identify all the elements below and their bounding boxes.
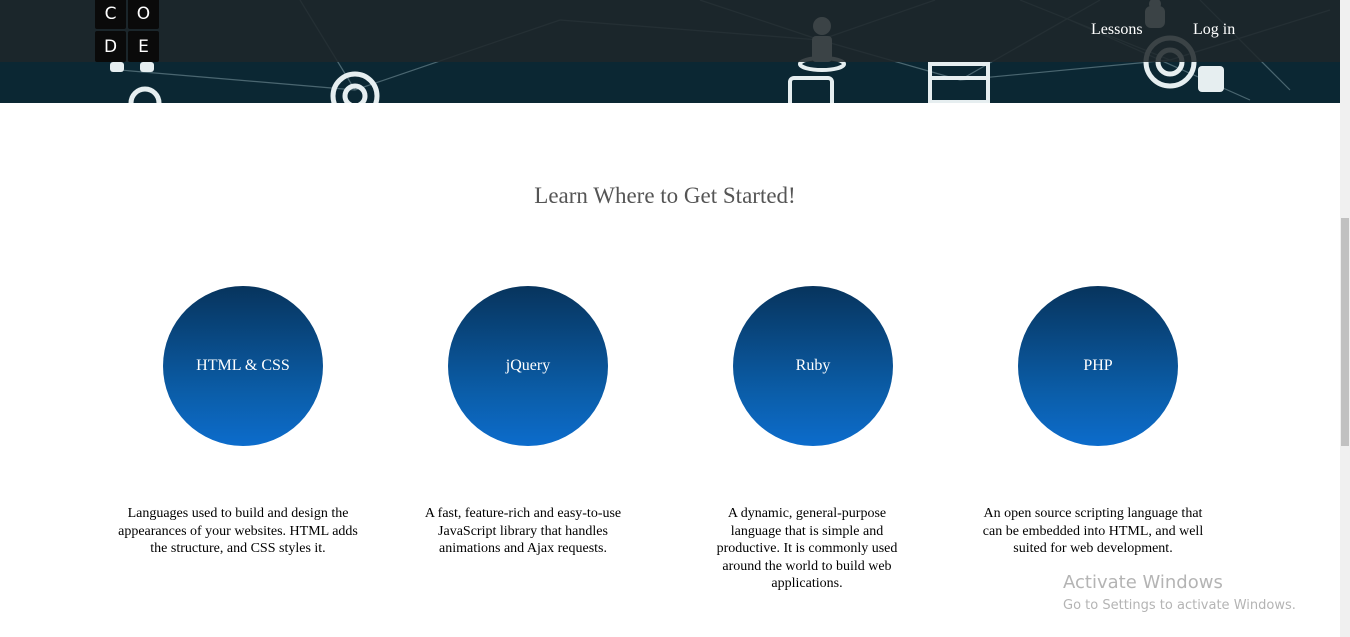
logo-letter: E: [128, 31, 159, 62]
hero-banner: [0, 0, 1340, 103]
course-jquery-description: A fast, feature-rich and easy-to-use JavaScript library that handles animations and Ajax requests.: [424, 506, 622, 556]
page-title: Learn Where to Get Started!: [534, 183, 796, 208]
course-jquery-circle[interactable]: [448, 286, 608, 446]
logo-letter: D: [95, 31, 126, 62]
vertical-scrollbar[interactable]: [1340, 0, 1350, 637]
logo-letter: O: [128, 0, 159, 29]
code-logo[interactable]: [95, 0, 161, 62]
course-ruby-circle[interactable]: [733, 286, 893, 446]
course-label: PHP: [1083, 357, 1113, 374]
course-php-description: An open source scripting language that can be embedded into HTML, and well suited for web development.: [982, 506, 1204, 556]
course-html-css-circle[interactable]: [163, 286, 323, 446]
course-ruby-description: A dynamic, general-purpose language that is simple and productive. It is commonly used around the world to build web applications.: [716, 506, 898, 591]
logo-letter: C: [95, 0, 126, 29]
course-label: Ruby: [795, 357, 831, 374]
course-label: jQuery: [505, 357, 551, 374]
nav-lessons-link[interactable]: Lessons: [1091, 21, 1143, 38]
activate-windows-title: Activate Windows: [1063, 572, 1223, 593]
top-navbar: [0, 0, 1340, 62]
course-label: HTML & CSS: [196, 357, 290, 374]
course-php-circle[interactable]: [1018, 286, 1178, 446]
nav-login-link[interactable]: Log in: [1193, 21, 1236, 38]
activate-windows-subtitle: Go to Settings to activate Windows.: [1063, 598, 1296, 613]
scrollbar-thumb[interactable]: [1341, 218, 1349, 446]
course-html-css-description: Languages used to build and design the appearances of your websites. HTML adds the structure, and CSS styles it.: [118, 506, 358, 556]
